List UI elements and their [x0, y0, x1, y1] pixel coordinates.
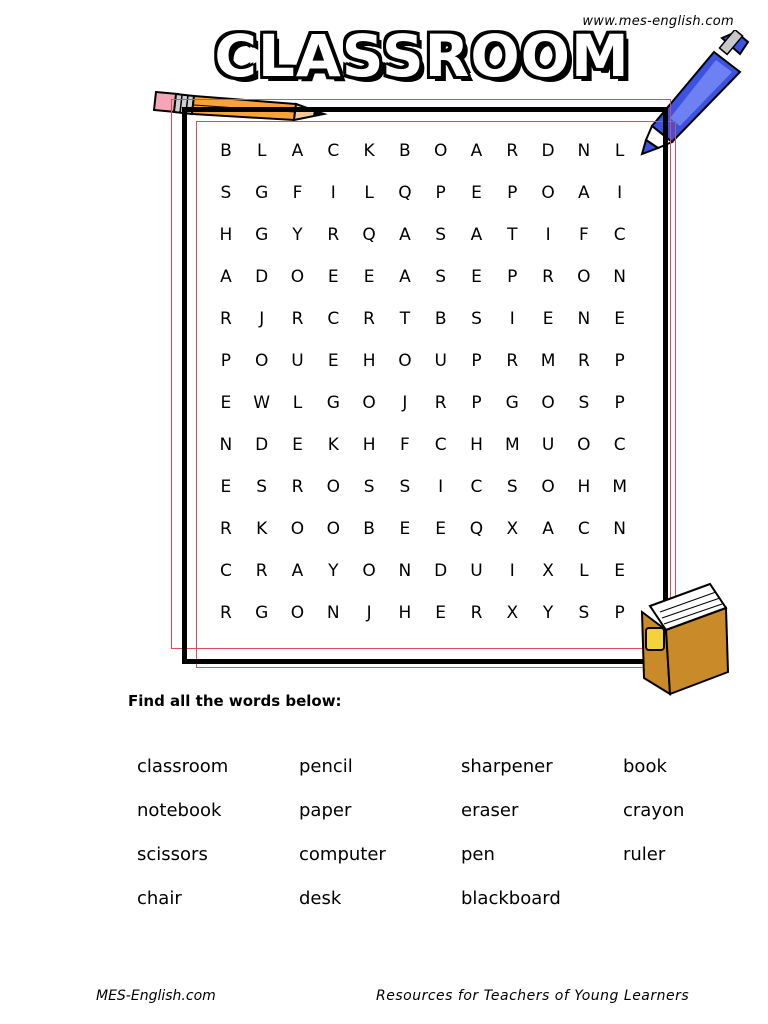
grid-letter[interactable]: E: [435, 519, 447, 539]
grid-letter[interactable]: H: [577, 477, 591, 497]
grid-letter[interactable]: E: [327, 267, 339, 287]
grid-letter[interactable]: E: [614, 561, 626, 581]
grid-letter[interactable]: Q: [362, 225, 376, 245]
grid-letter[interactable]: A: [291, 141, 304, 161]
grid-letter[interactable]: E: [399, 519, 411, 539]
grid-letter[interactable]: C: [219, 561, 232, 581]
word-item: desk: [299, 887, 342, 909]
grid-letter[interactable]: E: [292, 435, 303, 455]
grid-letter[interactable]: I: [330, 183, 336, 203]
grid-letter[interactable]: I: [545, 225, 551, 245]
grid-letter[interactable]: Y: [542, 603, 554, 623]
grid-letter[interactable]: H: [362, 351, 376, 371]
grid-letter[interactable]: U: [434, 351, 447, 371]
grid-letter[interactable]: R: [327, 225, 340, 245]
grid-letter[interactable]: W: [253, 393, 271, 413]
word-item: blackboard: [461, 887, 561, 909]
grid-letter[interactable]: X: [542, 561, 554, 581]
word-item: computer: [299, 843, 386, 865]
grid-letter[interactable]: B: [363, 519, 375, 539]
grid-letter[interactable]: B: [399, 141, 411, 161]
grid-letter[interactable]: E: [363, 267, 375, 287]
grid-letter[interactable]: N: [398, 561, 412, 581]
grid-letter[interactable]: A: [542, 519, 554, 539]
grid-letter[interactable]: R: [542, 267, 554, 287]
grid-letter[interactable]: S: [578, 603, 590, 623]
word-item: paper: [299, 799, 352, 821]
grid-letter[interactable]: L: [614, 141, 625, 161]
grid-letter[interactable]: C: [577, 519, 590, 539]
grid-letter[interactable]: O: [290, 519, 305, 539]
instructions: Find all the words below:: [128, 692, 342, 710]
footer-tagline: Resources for Teachers of Young Learners: [376, 988, 690, 1004]
grid-letter[interactable]: P: [507, 267, 518, 287]
word-item: notebook: [137, 799, 222, 821]
word-search-grid: [208, 130, 638, 634]
grid-letter[interactable]: D: [255, 267, 269, 287]
grid-letter[interactable]: R: [219, 309, 232, 329]
title-container: [212, 22, 632, 92]
word-list: [137, 744, 737, 920]
grid-letter[interactable]: P: [471, 393, 482, 413]
grid-letter[interactable]: Q: [469, 519, 484, 539]
grid-letter[interactable]: I: [438, 477, 444, 497]
grid-letter[interactable]: O: [577, 435, 591, 455]
grid-letter[interactable]: P: [435, 183, 446, 203]
grid-letter[interactable]: D: [434, 561, 448, 581]
grid-letter[interactable]: N: [326, 603, 340, 623]
grid-letter[interactable]: O: [326, 519, 340, 539]
grid-letter[interactable]: H: [470, 435, 483, 455]
grid-letter[interactable]: S: [506, 477, 518, 497]
grid-letter[interactable]: J: [402, 393, 408, 413]
grid-letter[interactable]: H: [362, 435, 376, 455]
word-item: pen: [461, 843, 495, 865]
grid-letter[interactable]: N: [613, 519, 627, 539]
grid-letter[interactable]: G: [505, 393, 519, 413]
grid-letter[interactable]: N: [577, 309, 591, 329]
grid-letter[interactable]: O: [577, 267, 591, 287]
word-item: pencil: [299, 755, 353, 777]
grid-letter[interactable]: L: [364, 183, 374, 203]
grid-letter[interactable]: R: [291, 477, 304, 497]
grid-letter[interactable]: R: [219, 519, 232, 539]
grid-letter[interactable]: N: [219, 435, 233, 455]
site-url[interactable]: www.mes-english.com: [582, 14, 734, 29]
grid-letter[interactable]: L: [256, 141, 267, 161]
grid-letter[interactable]: J: [366, 603, 372, 623]
footer-site[interactable]: MES-English.com: [96, 988, 216, 1004]
grid-letter[interactable]: E: [471, 183, 482, 203]
grid-letter[interactable]: P: [507, 183, 518, 203]
grid-letter[interactable]: T: [399, 309, 411, 329]
grid-letter[interactable]: E: [327, 351, 339, 371]
grid-letter[interactable]: C: [613, 435, 626, 455]
grid-letter[interactable]: R: [255, 561, 268, 581]
grid-letter[interactable]: G: [255, 603, 269, 623]
grid-letter[interactable]: S: [471, 309, 482, 329]
grid-letter[interactable]: I: [509, 561, 515, 581]
grid-letter[interactable]: P: [614, 393, 625, 413]
grid-letter[interactable]: U: [291, 351, 304, 371]
grid-letter[interactable]: D: [541, 141, 555, 161]
grid-letter[interactable]: L: [292, 393, 303, 413]
grid-letter[interactable]: C: [470, 477, 483, 497]
grid-letter[interactable]: A: [399, 225, 411, 245]
grid-letter[interactable]: C: [327, 141, 340, 161]
grid-letter[interactable]: T: [507, 225, 518, 245]
grid-letter[interactable]: L: [579, 561, 589, 581]
grid-letter[interactable]: H: [398, 603, 412, 623]
grid-letter[interactable]: A: [470, 225, 483, 245]
grid-letter[interactable]: P: [614, 351, 625, 371]
grid-letter[interactable]: Y: [328, 561, 339, 581]
grid-letter[interactable]: O: [541, 477, 555, 497]
word-item: crayon: [623, 799, 685, 821]
grid-letter[interactable]: X: [506, 519, 519, 539]
grid-letter[interactable]: S: [435, 267, 447, 287]
grid-letter[interactable]: R: [577, 351, 590, 371]
grid-letter[interactable]: F: [292, 183, 303, 203]
grid-letter[interactable]: Y: [292, 225, 303, 245]
grid-letter[interactable]: H: [219, 225, 233, 245]
grid-letter[interactable]: C: [613, 225, 626, 245]
grid-letter[interactable]: M: [612, 477, 627, 497]
grid-letter[interactable]: K: [256, 519, 268, 539]
grid-letter[interactable]: R: [506, 351, 519, 371]
word-item: book: [623, 755, 667, 777]
grid-letter[interactable]: A: [291, 561, 304, 581]
grid-letter[interactable]: D: [255, 435, 269, 455]
grid-letter[interactable]: C: [434, 435, 447, 455]
grid-letter[interactable]: P: [220, 351, 232, 371]
grid-letter[interactable]: B: [434, 309, 447, 329]
grid-letter[interactable]: S: [578, 393, 590, 413]
grid-letter[interactable]: O: [362, 393, 376, 413]
grid-letter[interactable]: R: [291, 309, 304, 329]
grid-letter[interactable]: G: [255, 225, 269, 245]
grid-letter[interactable]: U: [470, 561, 483, 581]
grid-letter[interactable]: R: [219, 603, 232, 623]
grid-letter[interactable]: O: [541, 393, 555, 413]
grid-letter[interactable]: R: [506, 141, 519, 161]
grid-letter[interactable]: P: [471, 351, 482, 371]
grid-letter[interactable]: K: [363, 141, 375, 161]
grid-letter[interactable]: M: [504, 435, 520, 455]
grid-letter[interactable]: E: [435, 603, 447, 623]
grid-letter[interactable]: S: [220, 183, 232, 203]
grid-letter[interactable]: J: [259, 309, 265, 329]
grid-letter[interactable]: B: [220, 141, 232, 161]
grid-letter[interactable]: F: [399, 435, 410, 455]
grid-letter[interactable]: O: [362, 561, 376, 581]
grid-letter[interactable]: E: [614, 309, 626, 329]
book-icon: [636, 578, 732, 698]
grid-letter[interactable]: X: [506, 603, 519, 623]
word-item: eraser: [461, 799, 519, 821]
grid-letter[interactable]: C: [327, 309, 340, 329]
grid-letter[interactable]: I: [509, 309, 515, 329]
grid-letter[interactable]: A: [578, 183, 590, 203]
grid-letter[interactable]: E: [542, 309, 554, 329]
grid-letter[interactable]: O: [290, 267, 305, 287]
grid-letter[interactable]: G: [326, 393, 340, 413]
grid-letter[interactable]: R: [470, 603, 483, 623]
grid-letter[interactable]: E: [220, 393, 232, 413]
grid-letter[interactable]: A: [220, 267, 232, 287]
grid-letter[interactable]: A: [470, 141, 483, 161]
grid-letter[interactable]: K: [327, 435, 339, 455]
grid-letter[interactable]: O: [326, 477, 340, 497]
grid-letter[interactable]: O: [255, 351, 269, 371]
grid-letter[interactable]: G: [255, 183, 269, 203]
grid-letter[interactable]: Q: [398, 183, 412, 203]
page-title: CLASSROOM: [214, 22, 630, 90]
word-item: sharpener: [461, 755, 553, 777]
grid-letter[interactable]: E: [220, 477, 232, 497]
grid-letter[interactable]: N: [577, 141, 591, 161]
grid-letter[interactable]: S: [363, 477, 375, 497]
grid-letter[interactable]: O: [398, 351, 412, 371]
grid-letter[interactable]: E: [471, 267, 482, 287]
grid-letter[interactable]: O: [433, 141, 448, 161]
grid-letter[interactable]: F: [578, 225, 589, 245]
grid-letter[interactable]: R: [434, 393, 447, 413]
grid-letter[interactable]: P: [614, 603, 625, 623]
word-item: ruler: [623, 843, 666, 865]
grid-letter[interactable]: M: [540, 351, 556, 371]
grid-letter[interactable]: O: [541, 183, 555, 203]
grid-letter[interactable]: O: [290, 603, 305, 623]
grid-letter[interactable]: I: [617, 183, 623, 203]
grid-letter[interactable]: S: [435, 225, 447, 245]
word-item: classroom: [137, 755, 229, 777]
word-item: chair: [137, 887, 182, 909]
grid-letter[interactable]: U: [541, 435, 555, 455]
grid-letter[interactable]: S: [256, 477, 268, 497]
grid-letter[interactable]: S: [399, 477, 411, 497]
word-item: scissors: [137, 843, 208, 865]
grid-letter[interactable]: A: [399, 267, 411, 287]
grid-letter[interactable]: R: [363, 309, 375, 329]
grid-letter[interactable]: N: [613, 267, 627, 287]
